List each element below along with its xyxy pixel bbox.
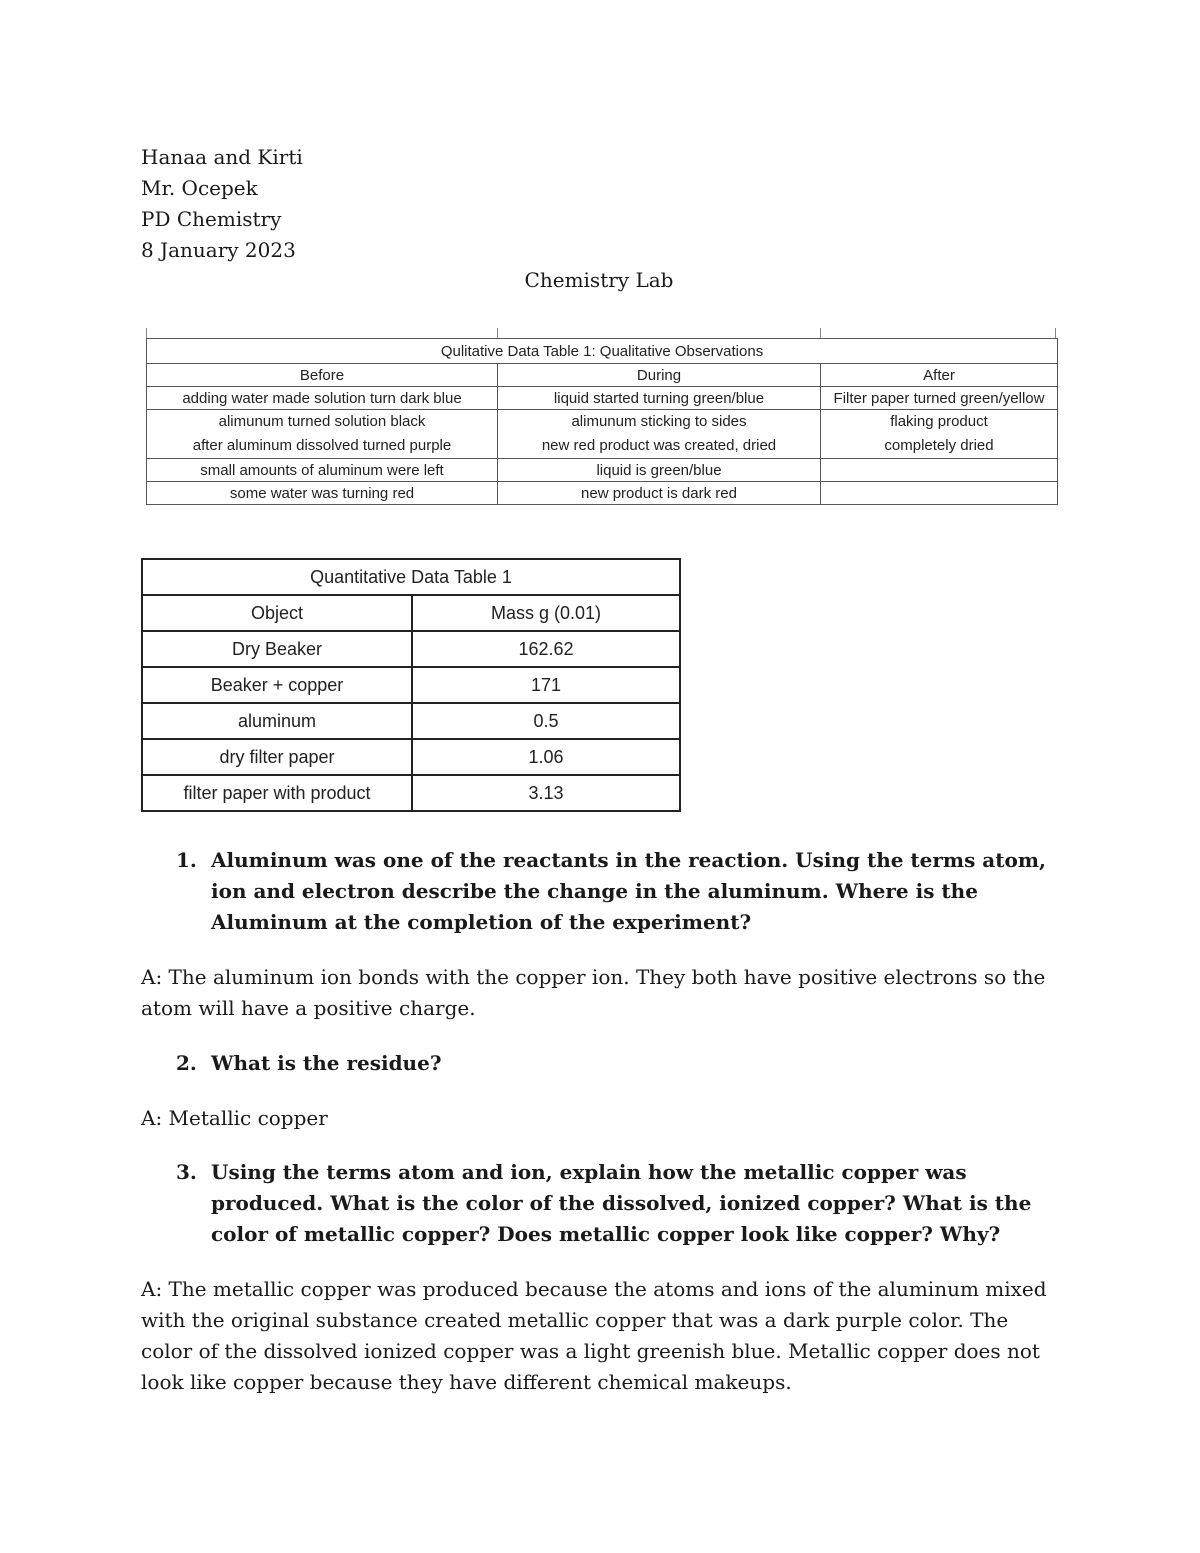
table-cell: small amounts of aluminum were left [147,459,498,482]
table-row [142,739,680,775]
answer-text: A: The metallic copper was produced because the atoms and ions of the aluminum mixed with the original substance created metallic copper that was a dark purple color. The color of the dissolved ionized copper was a light greenish blue. Metallic copper does not look like copper because they have different chemical makeups. [141,1277,1047,1394]
page-title: Chemistry Lab [524,268,674,292]
table-row [147,387,1058,410]
table-cell: some water was turning red [147,482,498,505]
table-cell: new product is dark red [498,482,821,505]
question-text: Aluminum was one of the reactants in the reaction. Using the terms atom, ion and electron describe the change in the aluminum. Where is the Aluminum at the completion of the experiment? [211,848,1046,934]
table-cell: 162.62 [412,631,680,667]
column-header: Object [142,595,412,631]
column-header: Before [147,364,498,387]
table-cell: Filter paper turned green/yellow [821,387,1058,410]
table-caption: Qulitative Data Table 1: Qualitative Observations [147,339,1058,364]
table-cell: liquid started turning green/blue [498,387,821,410]
table-cell: alimunum sticking to sides new red product was created, dried [498,410,821,459]
table-cell: 1.06 [412,739,680,775]
table-caption-row [147,339,1058,364]
answer-text: A: Metallic copper [141,1106,328,1130]
table-cell: dry filter paper [142,739,412,775]
teacher-name: Mr. Ocepek [141,176,258,200]
table-cell: 3.13 [412,775,680,811]
answer-text: A: The aluminum ion bonds with the copper ion. They both have positive electrons so the atom will have a positive charge. [141,965,1046,1020]
table-row [142,775,680,811]
student-names: Hanaa and Kirti [141,145,303,169]
table-cell: adding water made solution turn dark blue [147,387,498,410]
column-header: After [821,364,1058,387]
table-cell: filter paper with product [142,775,412,811]
table-header-row [147,364,1058,387]
question-number: 2. [176,1051,197,1075]
table-row [147,410,1058,459]
table-row [147,459,1058,482]
table-cell [821,482,1058,505]
question-text: Using the terms atom and ion, explain how the metallic copper was produced. What is the color of the dissolved, ionized copper? What is the color of metallic copper? Does metallic copper look like copper? Why? [211,1160,1032,1246]
column-header: Mass g (0.01) [412,595,680,631]
table-row [142,631,680,667]
table-cell: alimunum turned solution black after aluminum dissolved turned purple [147,410,498,459]
table-cell: 171 [412,667,680,703]
table-cell: liquid is green/blue [498,459,821,482]
table-cell [821,459,1058,482]
question-number: 3. [176,1160,197,1184]
table-cell: aluminum [142,703,412,739]
qualitative-data-table [146,338,1058,505]
table-cell: 0.5 [412,703,680,739]
date: 8 January 2023 [141,238,296,262]
table-row [142,703,680,739]
table-row [147,482,1058,505]
table-cell: flaking product completely dried [821,410,1058,459]
table-caption-row [142,559,680,595]
table-caption: Quantitative Data Table 1 [142,559,680,595]
column-header: During [498,364,821,387]
course-name: PD Chemistry [141,207,282,231]
question-number: 1. [176,848,197,872]
quantitative-data-table [141,558,681,812]
table-cell: Dry Beaker [142,631,412,667]
table-cell: Beaker + copper [142,667,412,703]
table-header-row [142,595,680,631]
question-text: What is the residue? [211,1051,442,1075]
table-row [142,667,680,703]
